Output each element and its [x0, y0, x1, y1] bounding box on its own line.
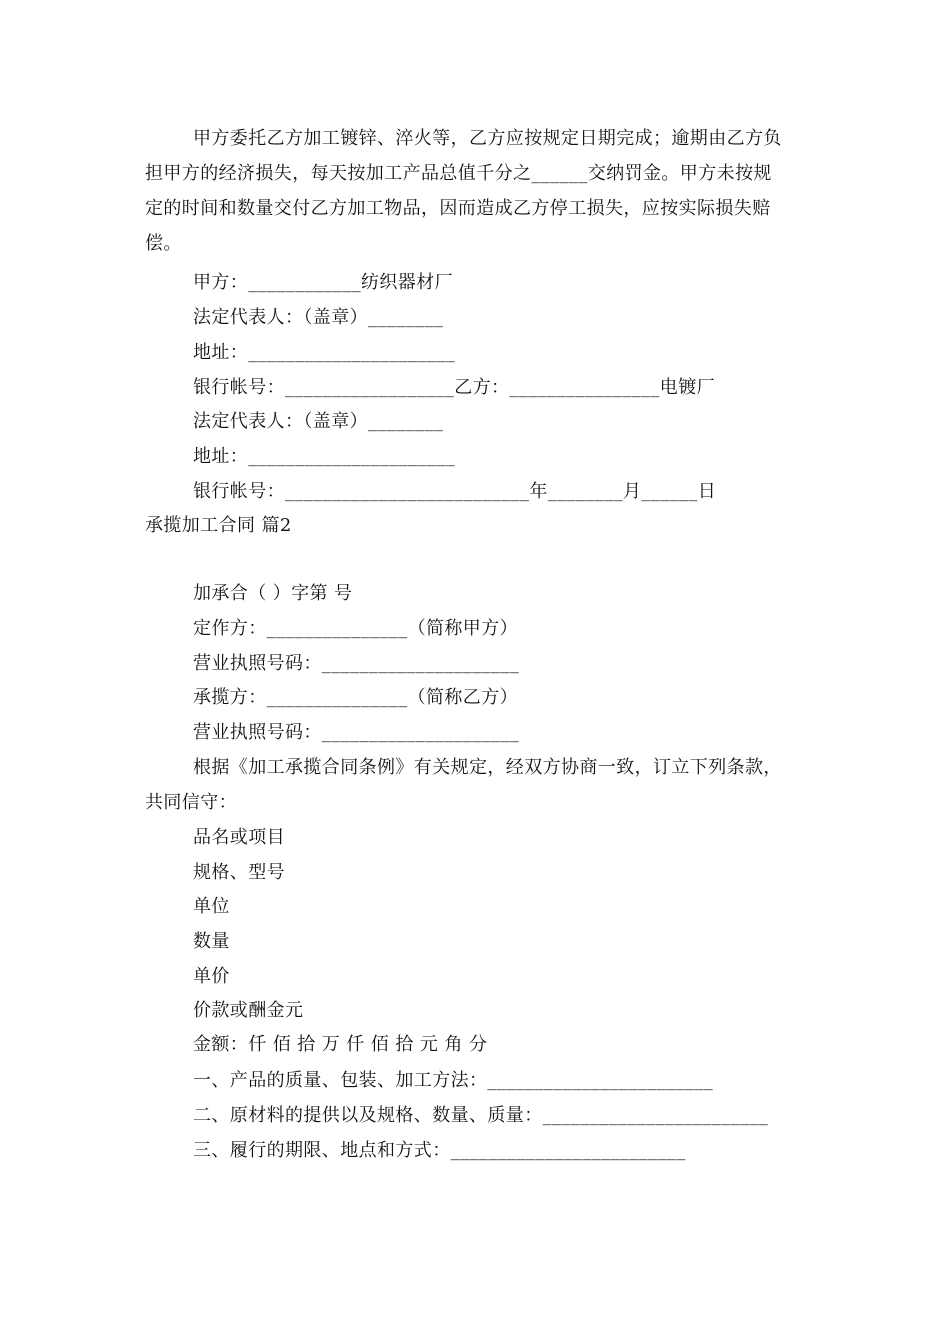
address-b: 地址：______________________	[193, 446, 455, 467]
paragraph-line: 担甲方的经济损失，每天按加工产品总值千分之______交纳罚金。甲方未按规	[145, 163, 772, 184]
paragraph-line: 定的时间和数量交付乙方加工物品，因而造成乙方停工损失，应按实际损失赔	[145, 198, 771, 219]
item-line: 品名或项目	[193, 827, 285, 848]
orderer-line: 定作方：_______________（简称甲方）	[193, 618, 518, 639]
item-line: 规格、型号	[193, 862, 285, 883]
amount-line: 金额：仟 佰 拾 万 仟 佰 拾 元 角 分	[193, 1034, 488, 1055]
bank-account-a: 银行帐号：__________________乙方：________________电镀厂	[193, 377, 715, 398]
party-a-name: 甲方：____________纺织器材厂	[193, 272, 453, 293]
item-line: 单位	[193, 896, 230, 917]
legal-rep-b: 法定代表人：（盖章）________	[193, 411, 444, 432]
item-line: 单价	[193, 966, 230, 987]
address-a: 地址：______________________	[193, 342, 455, 363]
intro-line: 共同信守：	[145, 792, 237, 813]
orderer-license: 营业执照号码：_____________________	[193, 653, 520, 674]
bank-account-b: 银行帐号：__________________________年________月______日	[193, 481, 717, 502]
item-line: 价款或酬金元	[193, 1000, 304, 1021]
clause-line: 二、原材料的提供以及规格、数量、质量：________________________	[193, 1105, 769, 1126]
contractor-line: 承揽方：_______________（简称乙方）	[193, 687, 518, 708]
contractor-license: 营业执照号码：_____________________	[193, 722, 520, 743]
intro-line: 根据《加工承揽合同条例》有关规定，经双方协商一致，订立下列条款，	[193, 757, 782, 778]
contract-number: 加承合（ ）字第 号	[193, 583, 353, 604]
section-title: 承揽加工合同 篇2	[145, 515, 292, 536]
clause-line: 一、产品的质量、包装、加工方法：________________________	[193, 1070, 713, 1091]
legal-rep-a: 法定代表人：（盖章）________	[193, 307, 444, 328]
item-line: 数量	[193, 931, 230, 952]
clause-line: 三、履行的期限、地点和方式：_________________________	[193, 1140, 686, 1161]
paragraph-line: 甲方委托乙方加工镀锌、淬火等，乙方应按规定日期完成；逾期由乙方负	[193, 128, 782, 149]
paragraph-line: 偿。	[145, 233, 182, 254]
